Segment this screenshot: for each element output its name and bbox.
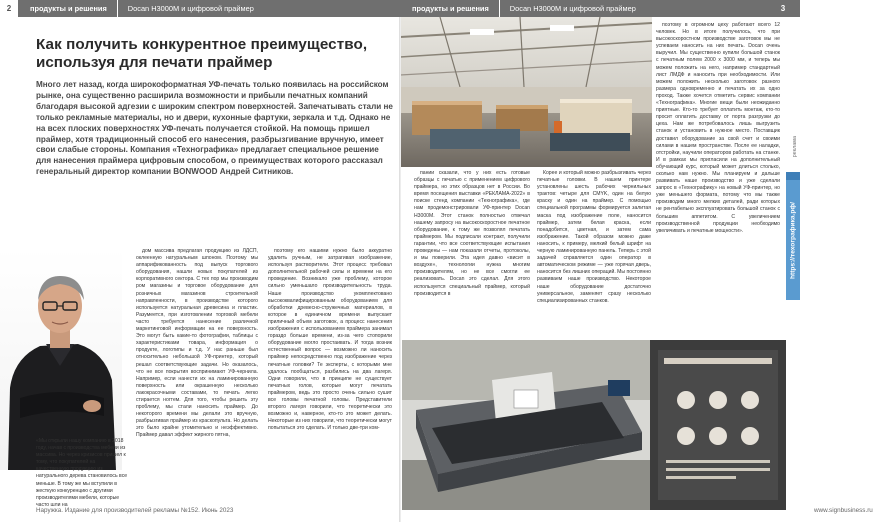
right-page-header	[400, 0, 800, 17]
page-gutter	[399, 0, 401, 522]
printed-sample-photo	[650, 340, 786, 510]
column-text: поэтому его нашими нужно было аккуратно удалить ручным, не затрагивая изображение, используя растворители. Этот процесс требовал дополнительной рабочей силы и времени на его проведение. Возникало уже проблему, которое сильно уменьшало производительность труда. Наше производство укомплектовано высококвалифицированным оборудованием для обработки древесно-стружечных материалов, в которое в единичном времени выпускает приличный объем заготовок, а процесс нанесения изображения с использованием праймера занимал гораздо больше времени, из-за чего стопорили оборудование могло простаивать. И тогда возник естественный вопрос — возможно ли наносить праймер непосредственно под изображение через печатные головки? Те эксперты, с которыми мне удалось пообщаться, разбились на два лагеря. Одни говорили, что в принципе не существует печатных голов, которые могут печатать праймером, ведь это просто очень сильно сушит все головы печатной головы. Представители второго лагеря говорили, что теоретически это возможно и, наверное, кто-то это может делать. Некоторые из них говорили, что теоретически могут попытаться это сделать. И только две-три ком-	[268, 248, 392, 432]
header-separator	[499, 0, 500, 17]
right-page-number: 3	[780, 4, 786, 13]
website-link-tab[interactable]: https://техографика.рф/	[786, 180, 800, 300]
right-topic-label: Docan H3000M и цифровой праймер	[509, 4, 636, 13]
right-column-1	[414, 170, 530, 336]
headline-line-2: используя для печати праймер	[36, 54, 273, 71]
printer-photo	[402, 340, 650, 510]
column-text: Корее и который можно разбрызгивать через печатные головки. В нашем принтере установлены шесть рабочих чернильных трактов: четыре для CMYK, один на белую краску и один на праймер. С помощью специальной программы формируется залитая маска под изображение поле, наносится праймер, затем белая краска, если понадобится, цветная, и затем сама изображение. Такой образом можно даже наносить, к примеру, мелкий белый шрифт на черную ламинированную панель. Теперь с этой задачей справляется один оператор в автоматическом режиме — уже горячая дверь, наносится без лишних операций. Мы постоянно развиваем наше производство. Некоторое наше оборудование достаточно универсальное, заменяет сразу несколько специализированных станков.	[537, 170, 651, 304]
header-separator	[117, 0, 118, 17]
column-text: поэтому в огромном цеху работают всего 12 человек. Но в итоге получилось, что при высокоскоростном производстве заготовок мы не успеваем наносить на них печать. Docan очень выручил. Мы существенно купили большой станок с печатным полем 2000 x 3000 мм, и теперь мы можем положить на него, например стандартный лист ЛМДФ и наносить при необходимости. Или можем положить несколько заготовок разного размера одновременно и печатать их за одно проход. Также хочется отметить сервис компании «Технографика». Многие вещи были неожиданно приятные. Кто-то требует оплатить монтаж, кто-то просит оплатить доставку от порта разгрузки до цеха. Нам же потребовалось лишь выгрузить станок и установить в нужное место. Поставщик доставил оборудование за свой счет и своими силами в нашем пространстве. После ее наладки, отстройки, научили операторов работать на станке. И в рамках мы пригласили на дополнительный обучающий курс, который может длиться столько, сколько нам нужно. Мы планируем и дальше развивать наше производство и уже сделали запрос в «Технографику» на новый УФ-принтер, но уже меньшего формата, потому что мы также производим много мелких деталей, ради которых не рентабельно эксплуатировать большой станок с большим аппетитом. С увеличением производственной продукции необходимо увеличивать и печатные мощности».	[656, 22, 780, 234]
headline-line-1: Как получить конкурентное преимущество,	[36, 36, 368, 53]
right-column-2	[537, 170, 651, 336]
article-lead: Много лет назад, когда широкоформатная УФ-печать только появилась на российском рынке, она существенно расширила возможности и прибыли печатных компаний благодаря высокой адгезии с широким спектром поверхностей. Запечатывать стали не только рекламные материалы, но и двери, кухонные фартуки, зеркала и т.д. Однако не на всех плоских поверхностях УФ-печать получается стойкой. На помощь пришел праймер, хотя традиционный способ его нанесения, разбрызгивание вручную, имеет свои слабые стороны. Компания «Технографика» предлагает специальное решение для нанесения праймера цифровым способом, о преимуществах которого рассказал генеральный директор компании BONWOOD Андрей Ситников.	[36, 80, 393, 177]
right-section-label: продукты и решения	[412, 4, 489, 13]
right-column-3	[656, 22, 780, 338]
right-page	[400, 0, 873, 522]
advertising-label: реклама	[792, 136, 798, 158]
left-column-3	[268, 248, 392, 510]
left-topic-label: Docan H3000M и цифровой праймер	[127, 4, 254, 13]
quote-caption: «Мы открыли нашу компанию в 2018 году, начав с производства мебели из массива. Но через кризисов пришел к тому, что покупателей на качественную продукцию из натурального дерева становилось все меньше. В тому же мы вступили в жесткую конкуренцию с другими производителями мебели, которые часто шли на	[36, 438, 128, 508]
left-page-header	[0, 0, 400, 17]
warehouse-photo	[400, 17, 652, 167]
left-section-label: продукты и решения	[30, 4, 107, 13]
left-column-2	[136, 248, 258, 510]
left-footer: Наружка. Издание для производителей рекламы №152. Июнь 2023	[36, 507, 234, 514]
left-page	[0, 0, 400, 522]
portrait-photo	[0, 248, 122, 470]
left-page-number: 2	[0, 0, 18, 17]
article-headline	[36, 36, 396, 71]
right-footer: www.signbusiness.ru	[814, 507, 873, 514]
side-tab-marker	[786, 172, 800, 180]
column-text: пании сказали, что у них есть готовые образцы с печатью с применением цифрового праймера, но этих образцов нет в России. Во время посещения выставки «РЕКЛАМА-2022» в поиске стенд компании «Технографика», где нам продемонстрировали УФ-принтер Docan H3000M. Этот станок полностью отвечал нашему запросу на высокоскоростное печатное оборудование, к тому же позволял печатать праймером. Мы подписали контракт, получили гарантии, что все соответствующие испытания проведены — нам показали отчеты, протоколы, и мы поверили. Эта идея давно «висит в воздухе», технологии нужна многим производителям, но не все смогли ее реализовать. Docan это сделал. Для этого используется специальный праймер, который производится в	[414, 170, 530, 297]
column-text: дом массива предлагая продукцию из ЛДСП, оклеенную натуральным шпоном. Поэтому мы аппарификованность под выпуск торгового оборудования, нашли новых покупателей из корпоративного сектора. С тех пор мы производим ром магазины и торговое оборудование для розничных магазинов строительной направленности, в производстве которого используется натуральная древесина и пластик. Разумеется, при изготовлении торговой мебели часто требуется нанесение различной маркетинговой информации на ее поверхность. Это могут быть какие-то фотографии, таблицы с характеристиками товара, информация о продукте, логотипы и т.д. У нас раньше был относительно небольшой УФ-принтер, который решал соответствующие задачи. Но оказалось, что не все покрытия воспринимают УФ-чернила. Например, если нанести их на ламинированную поверхность или окрашенную несколько лакокрасочными составами, то печать легко стирается ногтем. Для того, чтобы решить эту проблему, мы стали наносить праймер. До некоторого времени мы делали это вручную, разбрызгивая праймер из краскопульта. Но делать это было крайне утомительно и неэффективно. Праймер давал эффект жирного пятна,	[136, 248, 258, 439]
